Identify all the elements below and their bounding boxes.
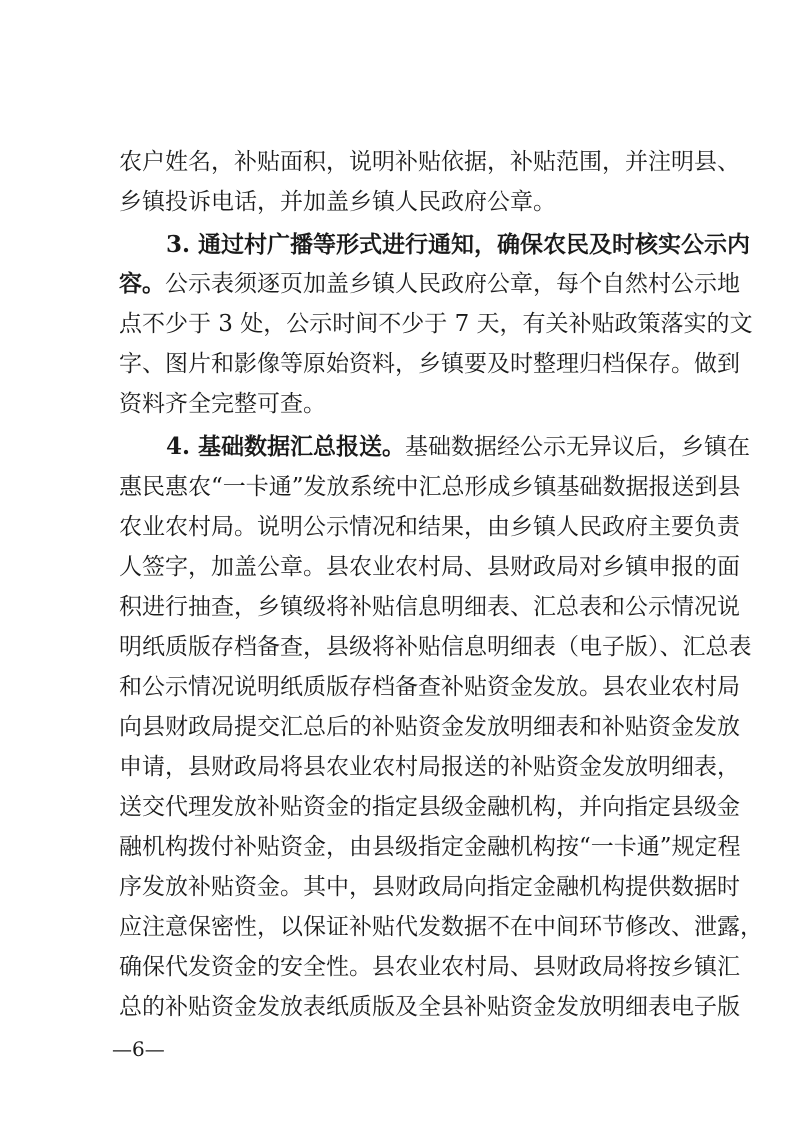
paragraph-line: 序发放补贴资金。其中，县财政局向指定金融机构提供数据时 bbox=[119, 874, 740, 900]
paragraph-line: 资料齐全完整可查。 bbox=[119, 391, 326, 417]
paragraph-line: 确保代发资金的安全性。县农业农村局、县财政局将按乡镇汇 bbox=[119, 954, 740, 980]
section-4-heading: 4. 基础数据汇总报送。 bbox=[166, 433, 406, 460]
paragraph-line: 惠民惠农“一卡通”发放系统中汇总形成乡镇基础数据报送到县 bbox=[119, 474, 741, 500]
section-3-heading-cont: 容。 bbox=[119, 270, 165, 297]
section-4-text: 基础数据经公示无异议后，乡镇在 bbox=[405, 434, 751, 460]
paragraph-line: 应注意保密性，以保证补贴代发数据不在中间环节修改、泄露， bbox=[119, 914, 763, 940]
paragraph-line bbox=[119, 265, 740, 303]
paragraph-line: 向县财政局提交汇总后的补贴资金发放明细表和补贴资金发放 bbox=[119, 714, 740, 740]
paragraph-line: 积进行抽查，乡镇级将补贴信息明细表、汇总表和公示情况说 bbox=[119, 594, 740, 620]
paragraph-line: 明纸质版存档备查，县级将补贴信息明细表（电子版）、汇总表 bbox=[119, 634, 752, 660]
section-3-text: 公示表须逐页加盖乡镇人民政府公章，每个自然村公示地 bbox=[165, 271, 740, 297]
paragraph-line: 申请，县财政局将县农业农村局报送的补贴资金发放明细表， bbox=[119, 754, 740, 780]
section-3-heading-line bbox=[166, 226, 751, 264]
paragraph-line: 送交代理发放补贴资金的指定县级金融机构，并向指定县级金 bbox=[119, 794, 740, 820]
section-3-heading: 3. 通过村广播等形式进行通知，确保农民及时核实公示内 bbox=[166, 231, 751, 258]
paragraph-line: 农户姓名，补贴面积，说明补贴依据，补贴范围，并注明县、 bbox=[119, 149, 740, 175]
paragraph-line: 字、图片和影像等原始资料，乡镇要及时整理归档保存。做到 bbox=[119, 351, 740, 377]
page-number: —6— bbox=[112, 1037, 165, 1061]
paragraph-line: 总的补贴资金发放表纸质版及全县补贴资金发放明细表电子版 bbox=[119, 994, 740, 1020]
paragraph-line: 点不少于 3 处，公示时间不少于 7 天，有关补贴政策落实的文 bbox=[119, 311, 753, 337]
paragraph-line: 人签字，加盖公章。县农业农村局、县财政局对乡镇申报的面 bbox=[119, 554, 740, 580]
paragraph-line: 融机构拨付补贴资金，由县级指定金融机构按“一卡通”规定程 bbox=[119, 834, 741, 860]
section-4-heading-line bbox=[166, 428, 751, 466]
paragraph-line: 和公示情况说明纸质版存档备查补贴资金发放。县农业农村局 bbox=[119, 674, 740, 700]
paragraph-line: 乡镇投诉电话，并加盖乡镇人民政府公章。 bbox=[119, 189, 556, 215]
paragraph-line: 农业农村局。说明公示情况和结果，由乡镇人民政府主要负责 bbox=[119, 514, 740, 540]
